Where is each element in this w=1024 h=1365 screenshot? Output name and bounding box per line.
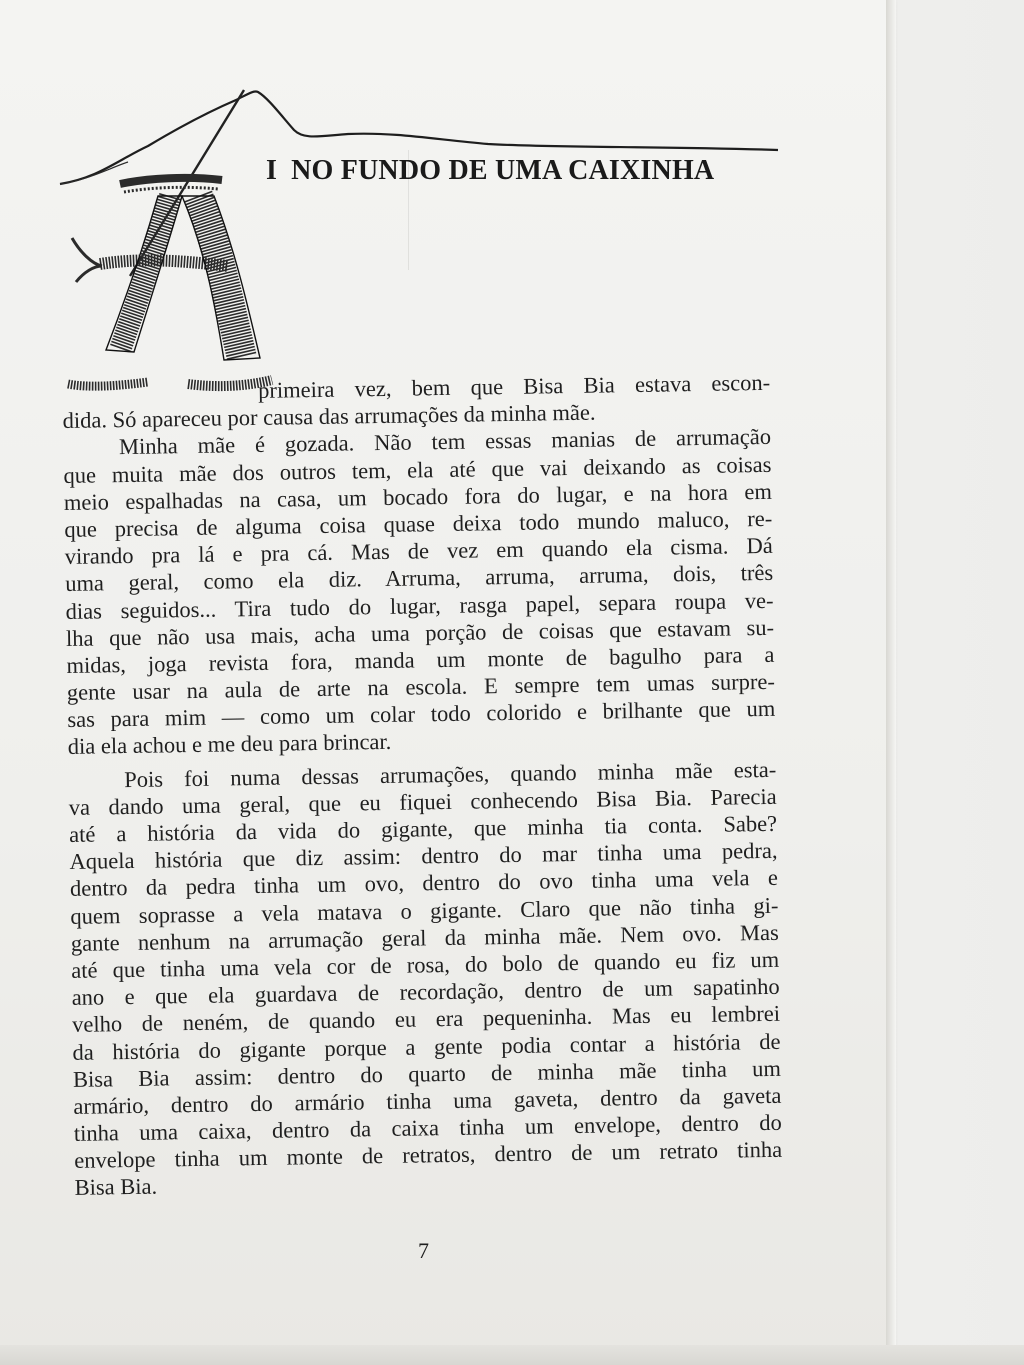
text-line: que muita mãe dos outros tem, ela até que vai deixando as coisas xyxy=(63,451,772,488)
body-text xyxy=(62,369,783,1202)
chapter-number: I xyxy=(266,155,278,186)
text-line: meio espalhadas na casa, um bocado fora do lugar, e na hora em xyxy=(63,478,773,515)
text-line: gante nenhum na arrumação geral da minha mãe. Nem ovo. Mas xyxy=(70,919,779,956)
page-edge xyxy=(886,0,896,1365)
text-line: até que tinha uma vela cor de rosa, do bolo de quando eu fiz um xyxy=(71,946,780,983)
text-line: tinha uma caixa, dentro da caixa tinha um envelope, dentro do xyxy=(73,1109,782,1146)
text-line: Bisa Bia. xyxy=(74,1174,158,1201)
text-line: quem soprasse a vela matava o gigante. Claro que não tinha gi- xyxy=(70,892,779,929)
text-line: dia ela achou e me deu para brincar. xyxy=(67,729,392,760)
text-line: Bisa Bia assim: dentro do quarto de minha mãe tinha um xyxy=(72,1055,782,1092)
chapter-title: NO FUNDO DE UMA CAIXINHA xyxy=(291,155,715,186)
text-line: envelope tinha um monte de retratos, dentro de um retrato tinha xyxy=(74,1137,783,1174)
drop-cap-illustration xyxy=(58,88,782,398)
text-line: armário, dentro do armário tinha uma gaveta, dentro da gaveta xyxy=(73,1082,782,1119)
text-line: uma geral, como ela diz. Arruma, arruma, arruma, dois, três xyxy=(65,560,774,597)
text-line: dias seguidos... Tira tudo do lugar, rasga papel, separa roupa ve- xyxy=(65,587,774,624)
text-line: lha que não usa mais, acha uma porção de coisas que estavam su- xyxy=(65,614,775,651)
text-line: Pois foi numa dessas arrumações, quando minha mãe esta- xyxy=(124,756,777,792)
text-line: sas para mim — como um colar todo colorido e brilhante que um xyxy=(67,696,776,733)
text-line: que precisa de alguma coisa quase deixa todo mundo maluco, re- xyxy=(64,505,773,542)
text-line: Aquela história que diz assim: dentro do mar tinha uma pedra, xyxy=(69,838,778,875)
text-line: midas, joga revista fora, manda um monte de bagulho para a xyxy=(66,641,775,678)
text-line: va dando uma geral, que eu fiquei conhecendo Bisa Bia. Parecia xyxy=(68,783,777,820)
chapter-heading xyxy=(266,155,766,187)
text-line: até a história da vida do gigante, que minha tia conta. Sabe? xyxy=(68,810,778,847)
page-number: 7 xyxy=(418,1238,429,1263)
text-line: virando pra lá e pra cá. Mas de vez em quando ela cisma. Dá xyxy=(64,532,773,570)
text-line: Minha mãe é gozada. Não tem essas manias de arrumação xyxy=(118,424,772,460)
table-surface xyxy=(0,1345,1024,1365)
text-line: velho de neném, de quando eu era pequeninha. Mas eu lembrei xyxy=(71,1001,781,1038)
text-line: dida. Só apareceu por causa das arrumações da minha mãe. xyxy=(62,399,596,434)
text-line: dentro da pedra tinha um ovo, dentro do ovo tinha uma vela e xyxy=(69,865,779,902)
text-line: ano e que ela guardava de recordação, dentro de um sapatinho xyxy=(71,973,780,1011)
text-line: gente usar na aula de arte na escola. E sempre tem umas surpre- xyxy=(66,668,776,706)
text-line: da história do gigante porque a gente podia contar a história de xyxy=(72,1028,781,1065)
text-line: primeira vez, bem que Bisa Bia estava escon- xyxy=(257,369,771,403)
